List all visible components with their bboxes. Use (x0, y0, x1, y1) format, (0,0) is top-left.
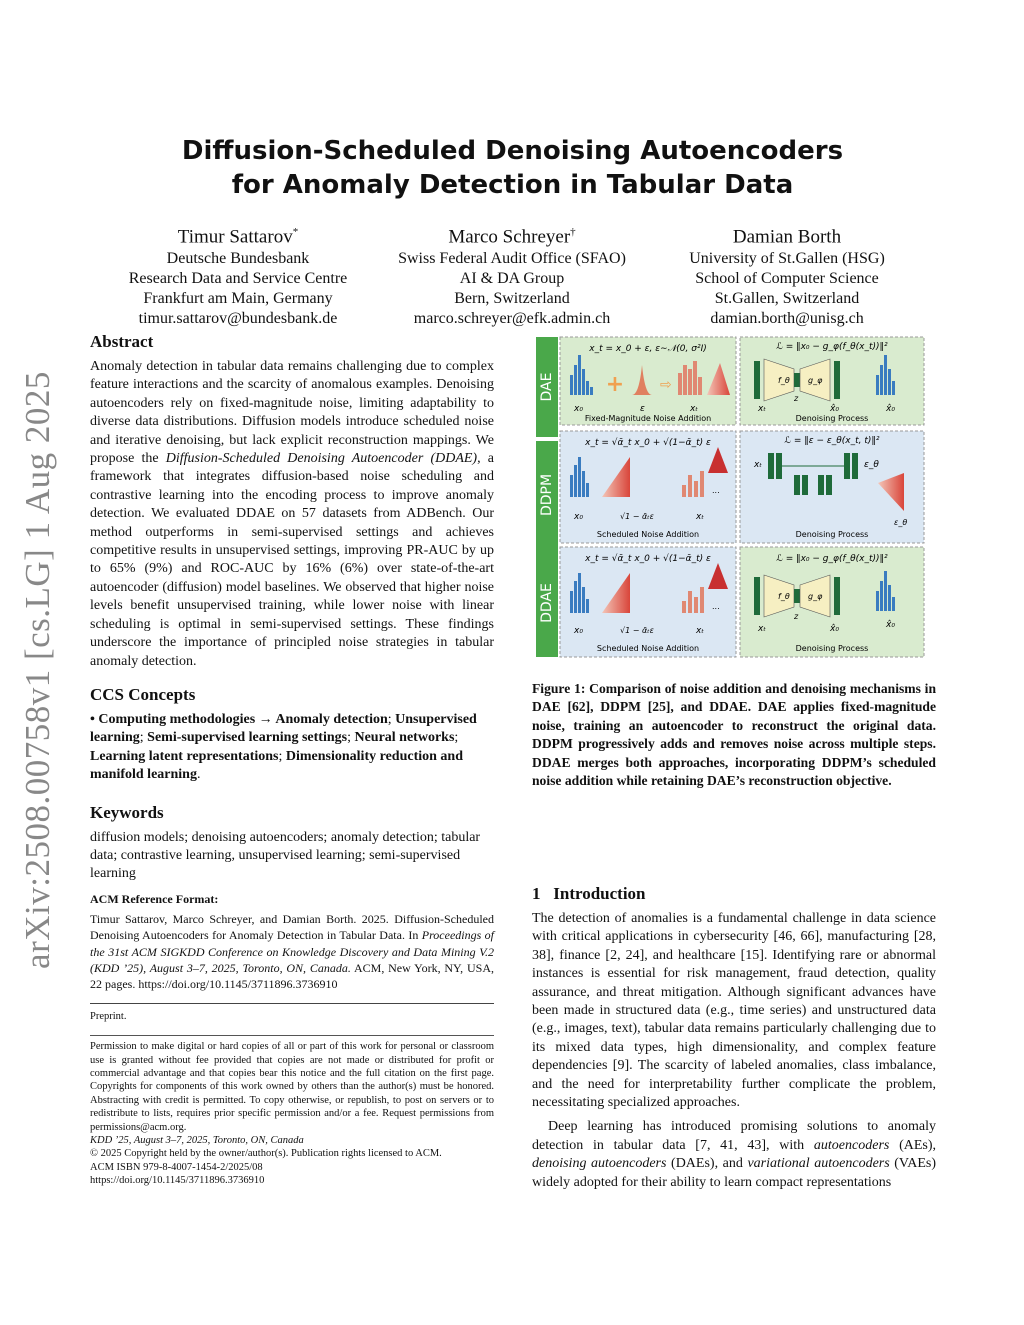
noise-equation: x_t = x_0 + ε, ε∼𝒩(0, σ²I) (589, 344, 707, 354)
arrow-icon: ⇨ (660, 377, 672, 393)
intro-paragraph-2: Deep learning has introduced promising solutions to anomaly detection in tabular data [7, 41, 43], with autoencoders (AEs), denoising autoencoders (DAEs), and variational autoencoders (VAEs) widely adopted for their ability to learn compact representations (532, 1119, 937, 1190)
figure-row-dae (536, 337, 924, 437)
decoder-label: g_φ (808, 376, 823, 385)
symbol-x0: x₀ (574, 404, 583, 414)
symbol-eps: ε (640, 404, 645, 414)
author-affiliation: Bern, Switzerland (454, 290, 570, 308)
divider (90, 1003, 494, 1004)
symbol-xhat: x̂₀ (830, 624, 839, 634)
preprint-label: Preprint. (90, 1010, 127, 1022)
arxiv-watermark: arXiv:2508.00758v1 [cs.LG] 1 Aug 2025 (18, 371, 57, 969)
author-email[interactable]: marco.schreyer@efk.admin.ch (413, 310, 611, 328)
acm-ref-heading: ACM Reference Format: (90, 891, 219, 906)
symbol-x0: x₀ (574, 512, 583, 522)
noise-equation: x_t = √ᾱ_t x_0 + √(1−ᾱ_t) ε (585, 438, 711, 448)
symbol-xhat: x̂₀ (830, 404, 839, 414)
denoise-subtitle: Denoising Process (795, 414, 869, 423)
footnote-divider (90, 1035, 494, 1036)
noise-subtitle: Scheduled Noise Addition (596, 530, 700, 539)
doi-link[interactable]: https://doi.org/10.1145/3711896.3736910 (90, 1175, 265, 1187)
symbol-xt: xₜ (696, 626, 704, 636)
intro-paragraph-1: The detection of anomalies is a fundamental challenge in data science with critical applications in cybersecurity [46, 66], manufacturing [28, 38], finance [2, 24], and healthcare [15]. Identifying rare or abnormal instances is essential for risk management, fraud detection, quality assurance, and threat mitigation. Although significant advances have been made in structured data (e.g., time series) and unstructured data (e.g., images, text), tabular data remains particularly challenging due to its mixed data types, high dimensionality, and complex feature dependencies [9]. The scarcity of labeled anomalies, class imbalance, and the need for interpretability further complicate the problem, necessitating specialized approaches. (532, 911, 936, 1111)
encoder-label: f_θ (778, 376, 790, 385)
isbn-line: ACM ISBN 979-8-4007-1454-2/2025/08 (90, 1161, 263, 1173)
keywords-heading: Keywords (90, 802, 164, 822)
author-affiliation: School of Computer Science (695, 270, 879, 288)
ellipsis: ... (712, 486, 720, 495)
author-email[interactable]: timur.sattarov@bundesbank.de (138, 310, 338, 328)
right-column (532, 680, 936, 790)
permission-notice: Permission to make digital or hard copies of all or part of this work for personal or classroom use is granted without fee provided that copies are not made or distributed for profit or commercial advantage and that copies bear this notice and the full citation on the first page. Copyrights for components of this work owned by others than the author(s) must be honored. Abstracting with credit is permitted. To copy otherwise, or republish, to post on servers or to redistribute to lists, requires prior specific permission and/or a fee. Request permissions from permissions@acm.org. (90, 1041, 494, 1133)
decoder-label: g_φ (808, 592, 823, 601)
left-column (90, 332, 494, 1188)
acm-ref-text: Timur Sattarov, Marco Schreyer, and Damian Borth. 2025. Diffusion-Scheduled Denoising Autoencoders for Anomaly Detection in Tabular Data. In Proceedings of the 31st ACM SIGKDD Conference on Knowledge Discovery and Data Mining V.2 (KDD ’25), August 3–7, 2025, Toronto, ON, Canada. ACM, New York, NY, USA, 22 pages. https://doi.org/10.1145/3711896.3736910 (90, 911, 494, 992)
loss-equation: ℒ = ‖x₀ − g_φ(f_θ(x_t))‖² (776, 554, 888, 564)
noise-coef: √1 − ᾱₜε (620, 512, 654, 521)
symbol-xt: xₜ (690, 404, 698, 414)
symbol-xt: xₜ (758, 404, 766, 414)
plus-icon: + (605, 372, 625, 397)
abstract-text: Anomaly detection in tabular data remains challenging due to complex feature interactions and the scarcity of anomalous examples. Denoising autoencoders rely on fixed-magnitude noise, limiting adaptability to diverse data distributions. Diffusion models introduce scheduled noise and iterative denoising, but lack explicit reconstruction mappings. We propose the Diffusion-Scheduled Denoising Autoencoder (DDAE), a framework that integrates diffusion-based noise scheduling and contrastive learning into the encoding process to improve anomaly detection. We evaluated DDAE on 57 datasets from ADBench. Our method outperforms in semi-supervised settings and achieves competitive results in unsupervised settings, improving PR-AUC by up to 65% (9%) and ROC-AUC by 16% (6%) over state-of-the-art autoencoder (diffusion) model baselines. We observed that higher noise levels benefit unsupervised training, while lower noise with linear scheduling is optimal in semi-supervised settings. These findings underscore the importance of principled noise strategies in tabular anomaly detection. (90, 359, 494, 669)
abstract-heading: Abstract (90, 332, 154, 351)
author-affiliation: University of St.Gallen (HSG) (689, 250, 885, 268)
symbol-xt: xₜ (696, 512, 704, 522)
row-label: DDAE (539, 583, 555, 623)
noise-equation: x_t = √ᾱ_t x_0 + √(1−ᾱ_t) ε (585, 554, 711, 564)
symbol-z: z (794, 612, 799, 621)
symbol-eps-theta: ε_θ (864, 460, 879, 470)
loss-equation: ℒ = ‖x₀ − g_φ(f_θ(x_t))‖² (776, 342, 888, 352)
introduction-section (532, 884, 936, 1192)
figure-row-ddpm (536, 431, 924, 549)
figure-row-ddae (536, 547, 924, 657)
symbol-x0: x₀ (574, 626, 583, 636)
symbol-x0: x̂₀ (886, 404, 895, 414)
author-affiliation: Frankfurt am Main, Germany (143, 290, 333, 308)
ccs-concepts: • Computing methodologies → Anomaly detection; Unsupervised learning; Semi-supervised learning settings; Neural networks; Learning latent representations; Dimensionality reduction and manifold learning. (90, 711, 477, 783)
author-affiliation: Swiss Federal Audit Office (SFAO) (398, 250, 626, 268)
symbol-xt: xₜ (758, 624, 766, 634)
conference-line: KDD ’25, August 3–7, 2025, Toronto, ON, Canada (90, 1135, 304, 1147)
figure-1 (532, 335, 936, 660)
row-label: DDPM (539, 473, 555, 517)
ccs-heading: CCS Concepts (90, 684, 196, 704)
author-email[interactable]: damian.borth@unisg.ch (710, 310, 864, 328)
author-name: Damian Borth (732, 226, 842, 248)
author-affiliation: Research Data and Service Centre (128, 270, 348, 288)
symbol-xt: xₜ (754, 460, 762, 470)
symbol-eps-theta: ε_θ (894, 518, 908, 527)
paper-title (90, 134, 935, 202)
figure-caption: Figure 1: Comparison of noise addition and denoising mechanisms in DAE [62], DDPM [25], and DDAE. DAE applies fixed-magnitude noise, training an autoencoder to reconstruct the original data. DDPM progressively adds and removes noise across multiple steps. DDAE merges both approaches, incorporating DDPM’s scheduled noise addition while retaining DAE’s reconstruction objective. (532, 681, 936, 789)
title-line-1: Diffusion-Scheduled Denoising Autoencoders (181, 136, 844, 166)
author-mark: † (570, 226, 576, 238)
symbol-z: z (794, 394, 799, 403)
author-affiliation: St.Gallen, Switzerland (714, 290, 860, 308)
encoder-label: f_θ (778, 592, 790, 601)
section-heading: 1 Introduction (532, 884, 646, 903)
noise-subtitle: Scheduled Noise Addition (596, 644, 700, 653)
copyright-line: © 2025 Copyright held by the owner/author(s). Publication rights licensed to ACM. (90, 1148, 442, 1160)
author-2 (382, 220, 642, 329)
title-line-2: for Anomaly Detection in Tabular Data (231, 170, 794, 200)
author-mark: * (292, 226, 299, 238)
loss-equation: ℒ = ‖ε − ε_θ(x_t, t)‖² (784, 436, 880, 446)
noise-coef: √1 − ᾱₜε (620, 626, 654, 635)
keywords-text: diffusion models; denoising autoencoders; anomaly detection; tabular data; contrastive learning, unsupervised learning; semi-supervised learning (90, 829, 481, 882)
denoise-subtitle: Denoising Process (795, 530, 869, 539)
author-1 (108, 220, 368, 329)
denoise-subtitle: Denoising Process (795, 644, 869, 653)
row-label: DAE (539, 372, 555, 402)
noise-subtitle: Fixed-Magnitude Noise Addition (584, 414, 712, 423)
author-affiliation: AI & DA Group (459, 270, 565, 288)
ellipsis: ... (712, 602, 720, 611)
author-affiliation: Deutsche Bundesbank (166, 250, 310, 268)
author-name: Marco Schreyer (448, 226, 571, 248)
symbol-x0: x̂₀ (886, 620, 895, 630)
author-name: Timur Sattarov (177, 226, 293, 248)
author-3 (657, 220, 917, 329)
